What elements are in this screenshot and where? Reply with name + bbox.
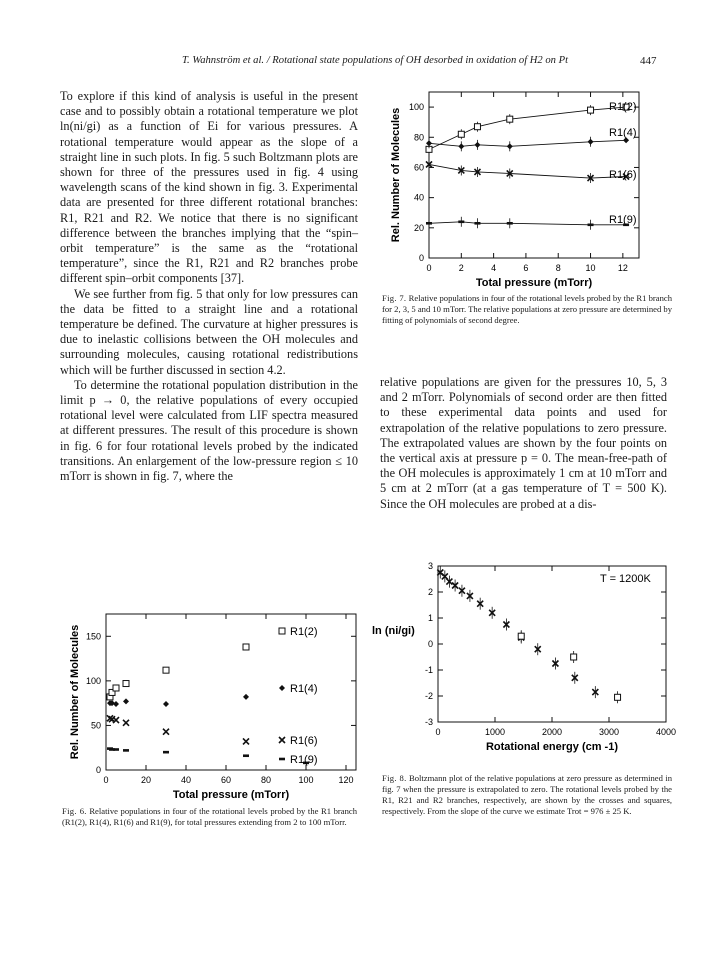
right-column bbox=[380, 375, 667, 512]
dash-marker bbox=[588, 224, 594, 227]
series-R1(4) bbox=[107, 694, 249, 707]
diamond-marker bbox=[474, 142, 480, 148]
left-column bbox=[60, 89, 358, 484]
plot-frame bbox=[438, 566, 666, 722]
series-R1(9) bbox=[426, 217, 629, 230]
y-tick-label: 20 bbox=[413, 222, 424, 233]
legend-label: R1(4) bbox=[609, 127, 637, 139]
caption-text: Relative populations in four of the rotational levels probed by the R1 branch for 2, 3, 5 and 10 mTorr. The relative populations at zero pressure are determined by fitting of polynomials of second degree. bbox=[382, 293, 673, 325]
x-tick-label: 60 bbox=[220, 775, 232, 785]
diamond-marker bbox=[426, 140, 432, 146]
series-line bbox=[429, 107, 626, 149]
diamond-marker bbox=[113, 701, 119, 707]
cross-marker bbox=[243, 738, 249, 744]
y-tick-label: 1 bbox=[427, 613, 433, 623]
dash-marker bbox=[163, 751, 169, 754]
legend-label: R1(6) bbox=[609, 169, 637, 181]
page-number: 447 bbox=[640, 55, 657, 67]
square-marker bbox=[474, 124, 480, 130]
x-axis-label: Total pressure (mTorr) bbox=[475, 277, 593, 289]
y-axis-label: Rel. Number of Molecules bbox=[390, 107, 402, 243]
y-tick-label: 150 bbox=[85, 631, 101, 642]
y-tick-label: -1 bbox=[424, 665, 433, 675]
x-tick-label: 1000 bbox=[484, 727, 506, 737]
y-tick-label: 100 bbox=[408, 102, 424, 113]
square-marker bbox=[588, 107, 594, 113]
legend-label: R1(6) bbox=[290, 735, 318, 747]
y-tick-label: 40 bbox=[413, 192, 424, 203]
caption-text: Relative populations in four of the rotational levels probed by the R1 branch (R1(2), R1(4), R1(6) and R1(9), for total pressures extending from 2 to 100 mTorr. bbox=[62, 806, 357, 827]
dash-marker bbox=[279, 758, 285, 761]
y-tick-label: -3 bbox=[424, 717, 433, 727]
y-tick-label: 2 bbox=[427, 587, 433, 597]
square-marker bbox=[113, 685, 119, 691]
dash-marker bbox=[243, 754, 249, 757]
diamond-marker bbox=[123, 698, 129, 704]
cross-marker bbox=[163, 729, 169, 735]
figure-8-chart bbox=[370, 556, 690, 771]
figure-6-chart bbox=[58, 600, 378, 805]
x-tick-label: 20 bbox=[140, 775, 152, 785]
square-marker bbox=[243, 644, 249, 650]
plot-frame bbox=[106, 614, 356, 770]
x-tick-label: 80 bbox=[260, 775, 272, 785]
figure-7-chart bbox=[372, 80, 682, 295]
cross-marker bbox=[279, 737, 285, 743]
series-line bbox=[429, 164, 626, 178]
diamond-marker bbox=[279, 685, 285, 691]
diamond-marker bbox=[588, 139, 594, 145]
diamond-marker bbox=[243, 694, 249, 700]
paragraph: relative populations are given for the pressures 10, 5, 3 and 2 mTorr. Polynomials of second order are then fitted to these experimental data points and used for extrapolation of the relative populations to zero pressure. The extrapolated values are shown by the four points on the vertical axis at pressure p = 0. The mean-free-path of the OH molecules is approximately 1 cm at 10 mTorr and 5 cm at 2 mTorr (at a gas temperature of T = 500 K). Since the OH molecules are probed at a dis- bbox=[380, 375, 667, 511]
square-marker bbox=[615, 694, 621, 700]
x-axis-label: Total pressure (mTorr) bbox=[172, 789, 290, 801]
x-tick-label: 120 bbox=[338, 775, 354, 785]
square-marker bbox=[123, 681, 129, 687]
x-tick-label: 2 bbox=[458, 263, 464, 273]
caption-text: Boltzmann plot of the relative populations at zero pressure as determined in fig. 7 when the pressure is extrapolated to zero. The rotational levels probed by the R1, R21 and R2 branches, respectively, are shown by the crosses and squares, respectively. From the slope of the curve we estimate Trot = 976 ± 25 K. bbox=[382, 773, 672, 816]
legend-label: R1(9) bbox=[290, 754, 318, 766]
square-marker bbox=[458, 131, 464, 137]
series-line bbox=[429, 140, 626, 146]
y-axis-label: Rel. Number of Molecules bbox=[69, 624, 81, 760]
dash-marker bbox=[507, 222, 513, 225]
dash-marker bbox=[426, 222, 432, 225]
caption-label: Fig. 7. bbox=[382, 293, 407, 303]
dash-marker bbox=[113, 748, 119, 751]
series-R1(2) bbox=[426, 104, 629, 154]
legend-label: R1(4) bbox=[290, 683, 318, 695]
y-tick-label: -2 bbox=[424, 691, 433, 701]
running-title: T. Wahnström et al. / Rotational state populations of OH desorbed in oxidation of H2 on Pt bbox=[181, 55, 569, 66]
y-tick-label: 50 bbox=[90, 720, 101, 731]
y-tick-label: 0 bbox=[418, 253, 424, 263]
series-R1(6) bbox=[107, 715, 249, 744]
y-tick-label: 0 bbox=[427, 639, 433, 649]
square-marker bbox=[163, 667, 169, 673]
x-tick-label: 0 bbox=[103, 775, 109, 785]
x-tick-label: 6 bbox=[523, 263, 529, 273]
y-axis-label: ln (ni/gi) bbox=[372, 625, 415, 637]
y-tick-label: 80 bbox=[413, 132, 424, 143]
square-marker bbox=[518, 633, 524, 639]
x-tick-label: 4 bbox=[491, 263, 497, 273]
series-R1(9) bbox=[107, 747, 309, 764]
dash-marker bbox=[474, 222, 480, 225]
x-axis-label: Rotational energy (cm -1) bbox=[485, 741, 619, 753]
caption-label: Fig. 6. bbox=[62, 806, 87, 816]
square-marker bbox=[507, 116, 513, 122]
legend-label: R1(2) bbox=[609, 101, 637, 113]
caption-label: Fig. 8. bbox=[382, 773, 407, 783]
dash-marker bbox=[458, 220, 464, 223]
paragraph: We see further from fig. 5 that only for low pressures can the data be fitted to a straight line and a rotational temperature be defined. The curvature at higher pressures is due to inelastic collisions between the OH molecules and surrounding molecules, causing rotational redistributions which will be further discussed in section 4.2. bbox=[60, 286, 358, 377]
y-tick-label: 0 bbox=[95, 765, 101, 775]
x-tick-label: 10 bbox=[585, 263, 596, 273]
x-tick-label: 40 bbox=[180, 775, 192, 785]
y-tick-label: 3 bbox=[427, 561, 433, 571]
paragraph: To explore if this kind of analysis is useful in the present case and to possibly obtain a rotational temperature we plot ln(ni/gi) as a function of Ei for various pressures. A rotational temperature would appear as the slope of a straight line in such plots. In fig. 5 such Boltzmann plots are shown for three of the pressures used in fig. 4 using wavelength scans of the kind shown in fig. 3. Experimental data are presented for three different rotational branches: R1, R21 and R2. We notice that there is no significant difference between the branches implying that the “spin–orbit temperature” is the same as the “rotational temperature”, since the R1, R21 and R2 branches probe different spin–orbit components [37]. bbox=[60, 89, 358, 286]
square-marker bbox=[571, 654, 577, 660]
series-R1(2) bbox=[107, 644, 249, 700]
y-tick-label: 60 bbox=[413, 162, 424, 173]
x-tick-label: 2000 bbox=[541, 727, 563, 737]
x-tick-label: 0 bbox=[435, 727, 441, 737]
x-tick-label: 8 bbox=[555, 263, 561, 273]
x-tick-label: 100 bbox=[298, 775, 314, 785]
figure-6-caption bbox=[62, 806, 357, 828]
y-tick-label: 100 bbox=[85, 675, 101, 686]
x-tick-label: 12 bbox=[617, 263, 628, 273]
series-R1(4) bbox=[426, 137, 629, 152]
series-crosses bbox=[437, 567, 598, 699]
diamond-marker bbox=[507, 143, 513, 149]
diamond-marker bbox=[458, 143, 464, 149]
figure-8-caption bbox=[382, 773, 672, 817]
series-R1(6) bbox=[426, 159, 629, 183]
diamond-marker bbox=[163, 701, 169, 707]
chart-annotation: T = 1200K bbox=[600, 573, 651, 585]
legend-label: R1(2) bbox=[290, 626, 318, 638]
x-tick-label: 0 bbox=[426, 263, 432, 273]
series-squares bbox=[518, 630, 620, 703]
legend-label: R1(9) bbox=[609, 214, 637, 226]
x-tick-label: 4000 bbox=[655, 727, 677, 737]
figure-7-caption bbox=[382, 293, 672, 326]
x-tick-label: 3000 bbox=[598, 727, 620, 737]
paragraph: To determine the rotational population distribution in the limit p → 0, the relative populations of every occupied rotational level were calculated from LIF spectra measured at different pressures. The result of this procedure is shown in fig. 6 for four rotational levels probed by the indicated transitions. An enlargement of the low-pressure region ≤ 10 mTorr is shown in fig. 7, where the bbox=[60, 377, 358, 484]
dash-marker bbox=[123, 749, 129, 752]
square-marker bbox=[279, 628, 285, 634]
cross-marker bbox=[123, 720, 129, 726]
